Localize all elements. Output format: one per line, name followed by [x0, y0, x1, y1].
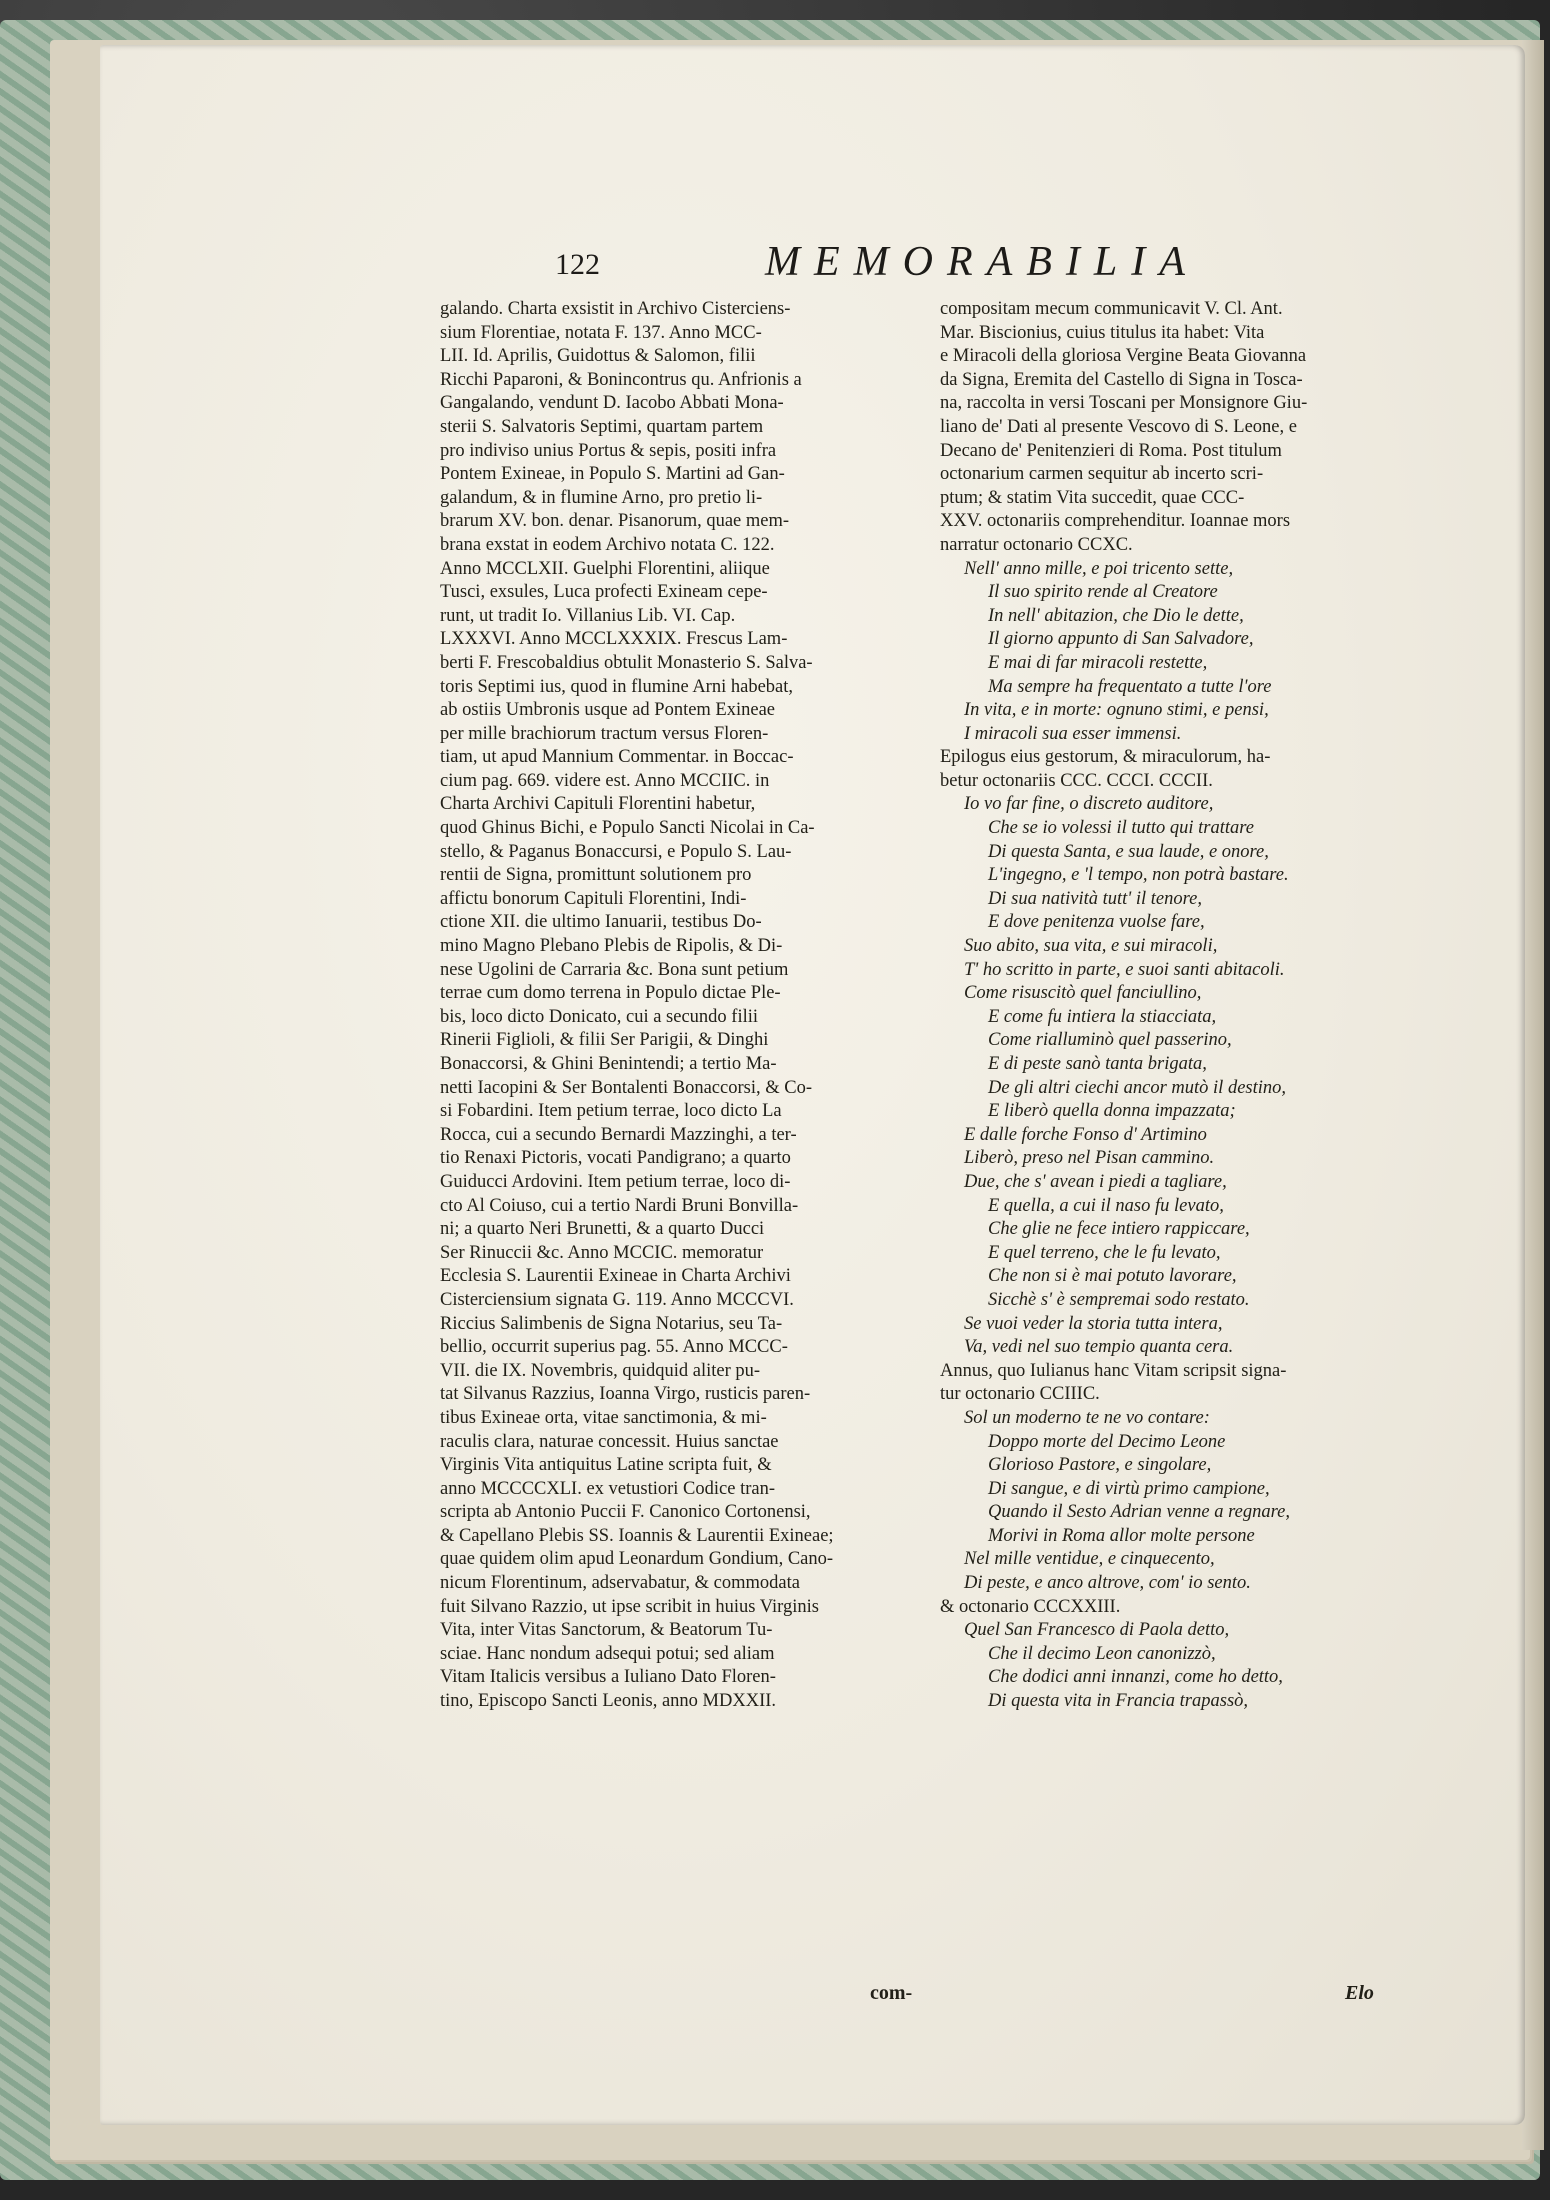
text-line: na, raccolta in versi Toscani per Monsignore Giu-: [940, 393, 1308, 414]
verse-line: Morivi in Roma allor molte persone: [988, 1525, 1255, 1546]
text-line: ab ostiis Umbronis usque ad Pontem Exineae: [440, 700, 776, 721]
running-title: MEMORABILIA: [765, 239, 1199, 285]
text-line: tat Silvanus Razzius, Ioanna Virgo, rusticis paren-: [440, 1384, 811, 1405]
verse-line: Come risuscitò quel fanciullino,: [964, 983, 1202, 1004]
text-line: stello, & Paganus Bonaccursi, e Populo S. Lau-: [440, 841, 792, 862]
text-line: Vitam Italicis versibus a Iuliano Dato Floren-: [440, 1667, 776, 1688]
text-line: galando. Charta exsistit in Archivo Cisterciens-: [440, 299, 791, 319]
text-line: XXV. octonariis comprehenditur. Ioannae mors: [940, 511, 1291, 532]
text-line: octonarium carmen sequitur ab incerto scri-: [940, 464, 1264, 485]
text-line: fuit Silvano Razzio, ut ipse scribit in huius Virginis: [440, 1596, 819, 1617]
verse-line: Quando il Sesto Adrian venne a regnare,: [988, 1502, 1290, 1523]
text-line: galandum, & in flumine Arno, pro pretio li-: [440, 487, 763, 508]
verse-line: Io vo far fine, o discreto auditore,: [964, 794, 1214, 815]
text-line: per mille brachiorum tractum versus Floren-: [440, 723, 769, 744]
verse-line: Di sangue, e di virtù primo campione,: [988, 1478, 1270, 1499]
verse-line: Va, vedi nel suo tempio quanta cera.: [964, 1337, 1234, 1358]
text-line: toris Septimi ius, quod in flumine Arni habebat,: [440, 676, 794, 697]
verse-line: L'ingegno, e 'l tempo, non potrà bastare.: [988, 865, 1289, 886]
text-line: compositam mecum communicavit V. Cl. Ant.: [940, 299, 1283, 319]
text-line: affictu bonorum Capituli Florentini, Indi-: [440, 888, 747, 909]
page-number: 122: [555, 248, 600, 281]
text-line: tur octonario CCIIIC.: [940, 1384, 1100, 1405]
text-line: tio Renaxi Pictoris, vocati Pandigrano; a quarto: [440, 1148, 791, 1169]
verse-line: Glorioso Pastore, e singolare,: [988, 1455, 1212, 1476]
text-line: mino Magno Plebano Plebis de Ripolis, & Di-: [440, 936, 783, 957]
verse-line: Il suo spirito rende al Creatore: [988, 582, 1218, 603]
text-line: e Miracoli della gloriosa Vergine Beata Giovanna: [940, 346, 1307, 367]
verse-line: Di sua natività tutt' il tenore,: [988, 888, 1202, 909]
verse-line: Due, che s' avean i piedi a tagliare,: [964, 1171, 1227, 1192]
verse-line: E liberò quella donna impazzata;: [988, 1101, 1236, 1122]
text-line: Ricchi Paparoni, & Bonincontrus qu. Anfrionis a: [440, 369, 802, 390]
verse-line: Che dodici anni innanzi, come ho detto,: [988, 1667, 1283, 1688]
text-line: liano de' Dati al presente Vescovo di S. Leone, e: [940, 416, 1297, 437]
verse-line: Che glie ne fece intiero rappiccare,: [988, 1219, 1250, 1240]
text-line: Rocca, cui a secundo Bernardi Mazzinghi, a ter-: [440, 1124, 797, 1145]
text-line: Ecclesia S. Laurentii Exineae in Charta Archivi: [440, 1266, 791, 1287]
text-line: brarum XV. bon. denar. Pisanorum, quae mem-: [440, 511, 790, 532]
text-line: Annus, quo Iulianus hanc Vitam scripsit signa-: [940, 1360, 1287, 1381]
text-line: cium pag. 669. videre est. Anno MCCIIC. in: [440, 770, 770, 791]
text-line: raculis clara, naturae concessit. Huius sanctae: [440, 1431, 779, 1452]
right-text-column: [940, 298, 1430, 1714]
text-line: Ser Rinuccii &c. Anno MCCIC. memoratur: [440, 1242, 764, 1263]
text-line: Riccius Salimbenis de Signa Notarius, seu Ta-: [440, 1313, 783, 1334]
verse-line: Quel San Francesco di Paola detto,: [964, 1620, 1230, 1641]
verse-line: Nel mille ventidue, e cinquecento,: [964, 1549, 1215, 1570]
text-line: & octonario CCCXXIII.: [940, 1596, 1121, 1617]
text-line: Pontem Exineae, in Populo S. Martini ad Gan-: [440, 464, 785, 485]
text-line: ctione XII. die ultimo Ianuarii, testibus Do-: [440, 912, 762, 933]
text-line: rentii de Signa, promittunt solutionem pro: [440, 865, 752, 886]
text-line: Mar. Biscionius, cuius titulus ita habet: Vita: [940, 322, 1265, 343]
text-line: Virginis Vita antiquitus Latine scripta fuit, &: [440, 1455, 772, 1476]
text-line: LII. Id. Aprilis, Guidottus & Salomon, filii: [440, 346, 756, 367]
text-line: LXXXVI. Anno MCCLXXXIX. Frescus Lam-: [440, 629, 788, 650]
text-line: Epilogus eius gestorum, & miraculorum, ha-: [940, 747, 1271, 768]
text-line: nicum Florentinum, adservabatur, & commodata: [440, 1573, 800, 1594]
verse-line: Il giorno appunto di San Salvadore,: [988, 629, 1254, 650]
text-line: quae quidem olim apud Leonardum Gondium, Cano-: [440, 1549, 834, 1570]
text-line: quod Ghinus Bichi, e Populo Sancti Nicolai in Ca-: [440, 818, 815, 839]
left-text-column: [440, 298, 910, 1714]
verse-line: Doppo morte del Decimo Leone: [988, 1431, 1226, 1452]
text-line: Tusci, exsules, Luca profecti Exineam cepe-: [440, 582, 768, 603]
text-line: da Signa, Eremita del Castello di Signa in Tosca-: [940, 369, 1303, 390]
verse-line: Che se io volessi il tutto qui trattare: [988, 818, 1255, 839]
text-line: ptum; & statim Vita succedit, quae CCC-: [940, 487, 1245, 508]
text-line: VII. die IX. Novembris, quidquid aliter pu-: [440, 1360, 761, 1381]
verse-line: Come rialluminò quel passerino,: [988, 1030, 1232, 1051]
text-line: Anno MCCLXII. Guelphi Florentini, aliique: [440, 558, 770, 579]
text-line: sciae. Hanc nondum adsequi potui; sed aliam: [440, 1643, 775, 1664]
text-line: si Fobardini. Item petium terrae, loco dicto La: [440, 1101, 782, 1122]
text-line: tino, Episcopo Sancti Leonis, anno MDXXII.: [440, 1691, 777, 1712]
verse-line: Nell' anno mille, e poi tricento sette,: [964, 558, 1234, 579]
text-line: cto Al Coiuso, cui a tertio Nardi Bruni Bonvilla-: [440, 1195, 799, 1216]
text-line: sterii S. Salvatoris Septimi, quartam partem: [440, 416, 764, 437]
verse-line: E quel terreno, che le fu levato,: [988, 1242, 1221, 1263]
verse-line: Ma sempre ha frequentato a tutte l'ore: [988, 676, 1272, 697]
text-line: Guiducci Ardovini. Item petium terrae, loco di-: [440, 1171, 791, 1192]
verse-line: T' ho scritto in parte, e suoi santi abitacoli.: [964, 959, 1285, 980]
text-line: tibus Exineae orta, vitae sanctimonia, & mi-: [440, 1407, 767, 1428]
verse-line: E quella, a cui il naso fu levato,: [988, 1195, 1224, 1216]
text-line: Rinerii Figlioli, & filii Ser Parigii, & Dinghi: [440, 1030, 769, 1051]
verse-line: Suo abito, sua vita, e sui miracoli,: [964, 936, 1218, 957]
text-line: Vita, inter Vitas Sanctorum, & Beatorum Tu-: [440, 1620, 773, 1641]
text-line: sium Florentiae, notata F. 137. Anno MCC-: [440, 322, 762, 343]
catchword-right: Elo: [1345, 1982, 1374, 2004]
text-line: Cisterciensium signata G. 119. Anno MCCCVI.: [440, 1289, 794, 1310]
verse-line: Se vuoi veder la storia tutta intera,: [964, 1313, 1223, 1334]
text-line: & Capellano Plebis SS. Ioannis & Laurentii Exineae;: [440, 1525, 834, 1546]
text-line: berti F. Frescobaldius obtulit Monasterio S. Salva-: [440, 652, 813, 673]
text-line: tiam, ut apud Mannium Commentar. in Boccac-: [440, 747, 794, 768]
text-line: anno MCCCCXLI. ex vetustiori Codice tran-: [440, 1478, 776, 1499]
verse-line: E di peste sanò tanta brigata,: [988, 1054, 1207, 1074]
catchword-left: com-: [870, 1982, 913, 2004]
text-line: Gangalando, vendunt D. Iacobo Abbati Mona-: [440, 393, 784, 414]
text-line: netti Iacopini & Ser Bontalenti Bonaccorsi, & Co-: [440, 1077, 812, 1098]
text-line: nese Ugolini de Carraria &c. Bona sunt petium: [440, 959, 789, 980]
text-line: scripta ab Antonio Puccii F. Canonico Cortonensi,: [440, 1502, 811, 1523]
text-line: Bonaccorsi, & Ghini Benintendi; a tertio Ma-: [440, 1054, 777, 1074]
text-line: bellio, occurrit superius pag. 55. Anno MCCC-: [440, 1337, 788, 1358]
verse-line: Liberò, preso nel Pisan cammino.: [964, 1148, 1215, 1169]
verse-line: E mai di far miracoli restette,: [988, 652, 1208, 673]
page-fore-edge: [1522, 40, 1544, 2150]
verse-line: E dove penitenza vuolse fare,: [988, 912, 1205, 933]
verse-line: Di questa vita in Francia trapassò,: [988, 1691, 1249, 1712]
verse-line: Che il decimo Leon canonizzò,: [988, 1643, 1216, 1664]
text-line: bis, loco dicto Donicato, cui a secundo filii: [440, 1006, 759, 1027]
verse-line: De gli altri ciechi ancor mutò il destino,: [988, 1077, 1287, 1098]
verse-line: E come fu intiera la stiacciata,: [988, 1006, 1217, 1027]
text-line: pro indiviso unius Portus & sepis, positi infra: [440, 440, 777, 461]
text-line: Decano de' Penitenzieri di Roma. Post titulum: [940, 440, 1282, 461]
text-line: runt, ut tradit Io. Villanius Lib. VI. Cap.: [440, 605, 736, 626]
verse-line: Sol un moderno te ne vo contare:: [964, 1407, 1210, 1428]
verse-line: Di peste, e anco altrove, com' io sento.: [964, 1573, 1251, 1594]
text-line: terrae cum domo terrena in Populo dictae Ple-: [440, 983, 781, 1004]
verse-line: Che non si è mai potuto lavorare,: [988, 1266, 1237, 1287]
verse-line: In nell' abitazion, che Dio le dette,: [988, 605, 1244, 626]
verse-line: In vita, e in morte: ognuno stimi, e pensi,: [964, 700, 1269, 721]
verse-line: E dalle forche Fonso d' Artimino: [964, 1124, 1207, 1145]
text-line: narratur octonario CCXC.: [940, 534, 1133, 555]
text-line: Charta Archivi Capituli Florentini habetur,: [440, 794, 756, 815]
text-line: ni; a quarto Neri Brunetti, & a quarto Ducci: [440, 1219, 765, 1240]
verse-line: Di questa Santa, e sua laude, e onore,: [988, 841, 1269, 862]
verse-line: I miracoli sua esser immensi.: [964, 723, 1182, 744]
text-line: brana exstat in eodem Archivo notata C. 122.: [440, 534, 775, 555]
text-line: betur octonariis CCC. CCCI. CCCII.: [940, 770, 1213, 791]
verse-line: Sicchè s' è sempremai sodo restato.: [988, 1289, 1250, 1310]
